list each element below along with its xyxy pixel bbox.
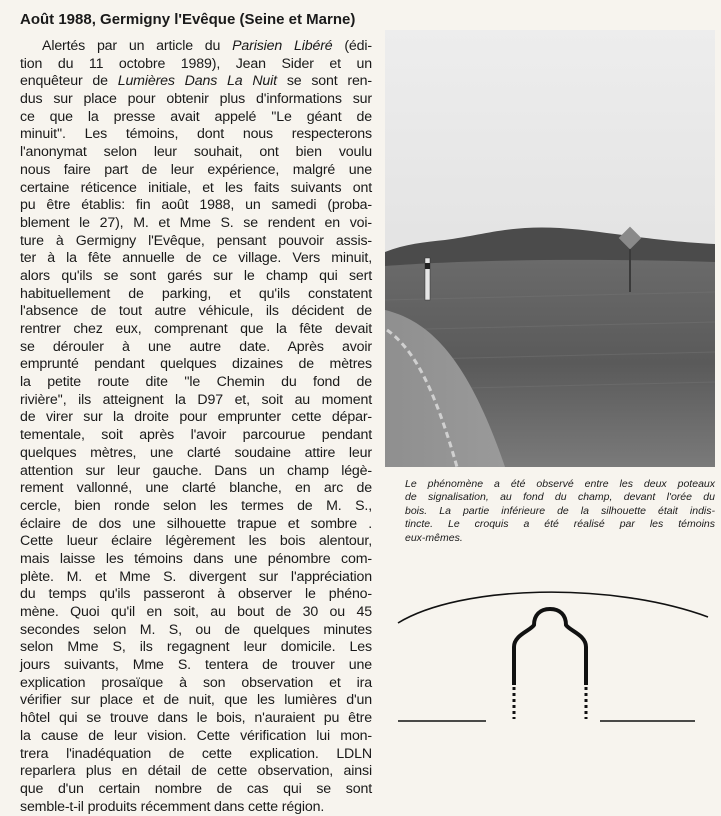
article-line bbox=[20, 91, 372, 109]
article-text: la petite route dite ''le Chemin du fond de bbox=[20, 374, 372, 391]
article-text: mène. Quoi qu'il en soit, au bout de 30 ou 45 bbox=[20, 604, 372, 620]
article-line bbox=[20, 692, 372, 710]
article-text: vérifier sur place et de nuit, que les lumières d'un bbox=[20, 692, 372, 709]
caption-line: bois. La partie inférieure de la silhouette était indis- bbox=[405, 504, 715, 517]
article-text: enquêteur de bbox=[20, 73, 118, 90]
article-line bbox=[20, 551, 372, 569]
article-line bbox=[20, 144, 372, 162]
article-text: du temps qu'ils passeront à observer le phéno- bbox=[20, 586, 372, 603]
article-heading: Août 1988, Germigny l'Evêque (Seine et Marne) bbox=[20, 11, 356, 28]
article-line bbox=[20, 427, 372, 445]
article-line bbox=[20, 268, 372, 286]
article-line bbox=[20, 374, 372, 392]
article-line bbox=[20, 73, 372, 91]
article-line bbox=[20, 215, 372, 233]
article-text: semble-t-il produits récemment dans cette région. bbox=[20, 798, 325, 815]
article-text: rement vallonné, une clarté blanche, en arc de bbox=[20, 480, 372, 497]
article-text: rivière'', ils atteignent la D97 et, soit au moment bbox=[20, 391, 372, 408]
article-text: selon Mme S, ils regagnent leur domicile. Les bbox=[20, 639, 372, 656]
article-line bbox=[20, 763, 372, 781]
article-text: ce que la presse avait appelé ''Le géant de bbox=[20, 108, 372, 125]
article-text: mais laisse les témoins dans une pénombre com- bbox=[20, 550, 372, 567]
caption-line: Le phénomène a été observé entre les deux poteaux bbox=[405, 478, 715, 490]
article-text: plète. M. et Mme S. divergent sur l'appréciation bbox=[20, 568, 372, 585]
article-line bbox=[20, 409, 372, 427]
article-text: (édi- bbox=[332, 38, 372, 54]
article-line bbox=[20, 109, 372, 127]
caption-line: eux-mêmes. bbox=[405, 531, 463, 544]
article-line bbox=[20, 321, 372, 339]
article-line bbox=[20, 180, 372, 198]
article-text: emprunté pendant quelques dizaines de mètres bbox=[20, 356, 372, 373]
article-text: quelques mètres, une clarté soudaine attire leur bbox=[20, 444, 372, 461]
article-line bbox=[20, 710, 372, 728]
field-photo bbox=[385, 30, 715, 467]
article-line bbox=[20, 480, 372, 498]
article-line bbox=[20, 303, 372, 321]
article-line bbox=[20, 604, 372, 622]
article-line bbox=[20, 38, 372, 56]
article-text: Parisien Libéré bbox=[232, 38, 333, 54]
article-text: secondes selon M. S, ou de quelques minutes bbox=[20, 621, 372, 638]
article-text: alors qu'ils se sont garés sur le champ qui sert bbox=[20, 267, 372, 284]
article-text: se sont ren- bbox=[276, 73, 373, 90]
article-text: pu être établis: fin août 1988, un samedi (proba- bbox=[20, 197, 372, 214]
article-text: éclaire de dos une silhouette trapue et sombre . bbox=[20, 515, 372, 532]
witness-sketch bbox=[390, 565, 715, 740]
article-text: de virer sur la droite pour emprunter cette dépar- bbox=[20, 409, 372, 426]
article-line bbox=[20, 569, 372, 587]
article-line bbox=[20, 197, 372, 215]
article-text: ter à la fête annuelle de ce village. Vers minuit, bbox=[20, 250, 372, 267]
article-text: se dérouler à une autre date. Après avoir bbox=[20, 338, 372, 355]
article-line bbox=[20, 498, 372, 516]
article-text: l'anonymat selon leur souhait, ont bien voulu bbox=[20, 144, 372, 161]
article-text: rentrer chez eux, comprenant que la fête devait bbox=[20, 321, 372, 337]
article-text: que d'un certain nombre de cas qui se sont bbox=[20, 780, 372, 797]
article-line bbox=[20, 586, 372, 604]
article-body bbox=[20, 38, 372, 816]
article-line bbox=[20, 250, 372, 268]
article-text: ture à Germigny l'Evêque, pensant pouvoir assis- bbox=[20, 232, 372, 249]
article-text: la cause de leur vision. Cette vérification lui mon- bbox=[20, 727, 372, 744]
article-line bbox=[20, 675, 372, 693]
article-line bbox=[20, 622, 372, 640]
article-text: attention sur leur gauche. Dans un champ légè- bbox=[20, 462, 372, 479]
article-text: minuit''. Les témoins, dont nous respecterons bbox=[20, 126, 372, 143]
article-text: reparlera plus en détail de cette observation, ainsi bbox=[20, 763, 372, 780]
article-text: cercle, bien ronde selon les termes de M. S., bbox=[20, 497, 372, 514]
article-text: tementale, soit après l'avoir parcourue pendant bbox=[20, 427, 372, 444]
article-text: nous faire part de leur expérience, malgré une bbox=[20, 161, 372, 178]
article-line bbox=[20, 356, 372, 374]
article-line bbox=[20, 799, 372, 816]
article-text: explication prosaïque à son observation et ira bbox=[20, 674, 372, 691]
article-line bbox=[20, 56, 372, 74]
article-text: hôtel qui se trouve dans le bois, n'auraient pu être bbox=[20, 710, 372, 727]
witness-sketch-drawing bbox=[390, 565, 715, 740]
article-line bbox=[20, 445, 372, 463]
article-line bbox=[20, 392, 372, 410]
article-text: blement le 27), M. et Mme S. se rendent en voi- bbox=[20, 214, 372, 231]
article-line bbox=[20, 746, 372, 764]
article-line bbox=[20, 516, 372, 534]
article-text: Cette lueur éclaire légèrement les bois alentour, bbox=[20, 533, 372, 550]
article-line bbox=[20, 781, 372, 799]
article-line bbox=[20, 162, 372, 180]
caption-line: tincte. Le croquis a été réalisé par les témoins bbox=[405, 518, 715, 531]
article-line bbox=[20, 233, 372, 251]
article-text: habituellement de parking, et qu'ils constatent bbox=[20, 285, 372, 302]
article-text: dus sur place pour obtenir plus d'informations sur bbox=[20, 91, 372, 108]
article-line bbox=[20, 126, 372, 144]
article-text: jours suivants, Mme S. tentera de trouver une bbox=[20, 657, 372, 674]
article-text: l'absence de tout autre véhicule, ils décident de bbox=[20, 303, 372, 320]
article-text: tion du 11 octobre 1989), Jean Sider et un bbox=[20, 55, 372, 72]
photo-caption bbox=[405, 478, 715, 545]
article-line bbox=[20, 728, 372, 746]
article-line bbox=[20, 339, 372, 357]
article-text: Lumières Dans La Nuit bbox=[117, 73, 277, 90]
field-photo-image bbox=[385, 30, 715, 467]
article-line bbox=[20, 463, 372, 481]
article-text: certaine réticence initiale, et les faits suivants ont bbox=[20, 179, 372, 196]
caption-line: de signalisation, au fond du champ, devant l'orée du bbox=[405, 491, 715, 504]
article-line bbox=[20, 533, 372, 551]
article-text: Alertés par un article du bbox=[42, 38, 233, 54]
article-line bbox=[20, 286, 372, 304]
article-text: trera l'inadéquation de cette explication. LDLN bbox=[20, 745, 372, 762]
article-line bbox=[20, 657, 372, 675]
article-line bbox=[20, 639, 372, 657]
